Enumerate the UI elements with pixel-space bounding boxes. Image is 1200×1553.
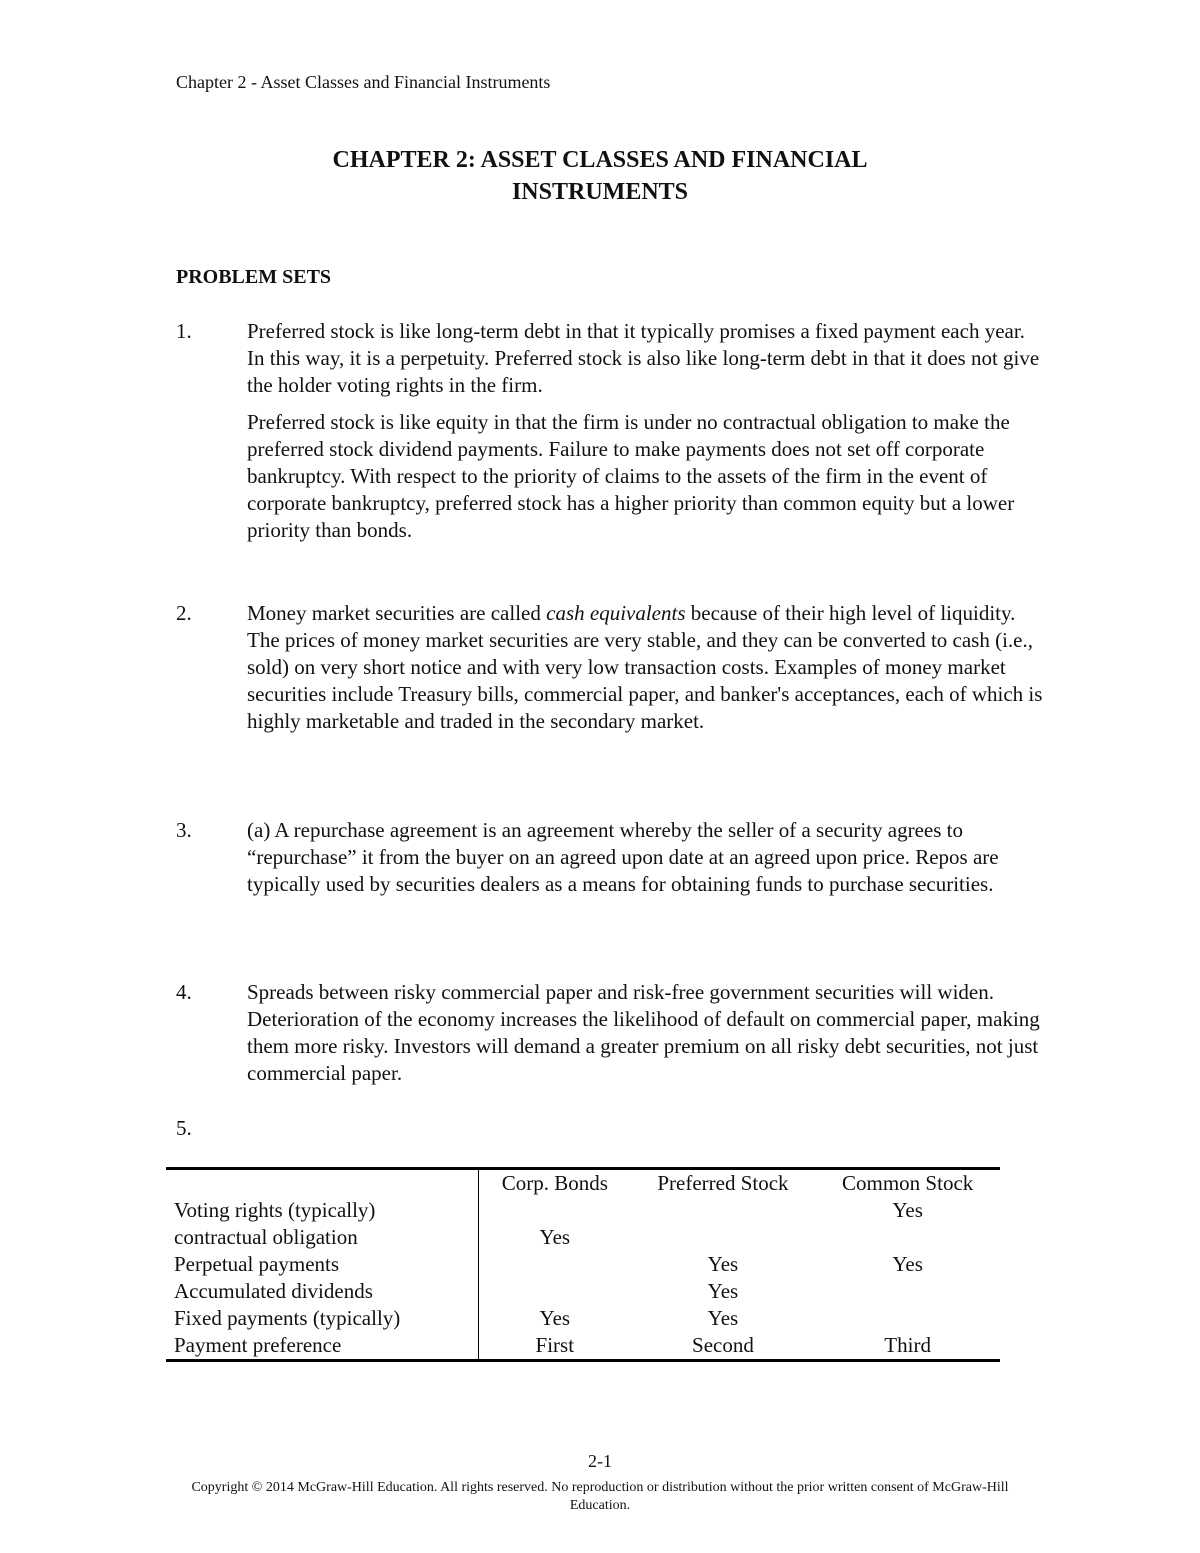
problem-number: 5. xyxy=(176,1116,192,1140)
problem-body xyxy=(247,318,1047,544)
problem-2 xyxy=(176,600,1056,735)
page-footer xyxy=(0,1449,1200,1515)
table-cell: Yes xyxy=(539,1225,571,1249)
table-cell: First xyxy=(535,1333,575,1357)
problem-number: 1. xyxy=(176,319,192,343)
problem-paragraph xyxy=(247,600,1047,735)
problem-1 xyxy=(176,318,1056,544)
table-row-label: Voting rights (typically) xyxy=(166,1197,479,1224)
problem-body xyxy=(247,817,1047,898)
table-cell xyxy=(815,1278,1000,1305)
table-cell xyxy=(815,1305,1000,1332)
problem-number: 2. xyxy=(176,601,192,625)
table-cell xyxy=(631,1197,816,1224)
running-header: Chapter 2 - Asset Classes and Financial Instruments xyxy=(176,72,551,92)
comparison-table xyxy=(166,1167,1000,1362)
table-row-label: contractual obligation xyxy=(166,1224,479,1251)
table-row xyxy=(166,1224,1000,1251)
chapter-title-line-2: INSTRUMENTS xyxy=(511,179,689,205)
table-header-cell: Common Stock xyxy=(842,1171,974,1195)
table-row xyxy=(166,1332,1000,1361)
table-row-label: Payment preference xyxy=(166,1332,479,1361)
table-header-cell xyxy=(166,1169,479,1198)
problem-3 xyxy=(176,817,1056,898)
page-number: 2-1 xyxy=(588,1451,612,1471)
table-row-label: Perpetual payments xyxy=(166,1251,479,1278)
problem-paragraph: Spreads between risky commercial paper and risk-free government securities will widen. Deterioration of the economy increases the likelihood of default on commercial paper, making them more risky. Investors will demand a greater premium on all risky debt securities, not just commercial paper. xyxy=(247,980,1040,1085)
italic-term: cash equivalents xyxy=(546,601,686,625)
table-row xyxy=(166,1197,1000,1224)
table-cell xyxy=(631,1224,816,1251)
problem-paragraph: (a) A repurchase agreement is an agreement whereby the seller of a security agrees to “repurchase” it from the buyer on an agreed upon date at an agreed upon price. Repos are typically used by securities dealers as a means for obtaining funds to purchase securities. xyxy=(247,818,999,896)
table-cell: Yes xyxy=(892,1252,923,1276)
text-run: because of their high level of liquidity. The prices of money market securities are very stable, and they can be converted to cash (i.e., sold) on very short notice and with very low transaction costs. Examples of money market securities include Treasury bills, commercial paper, and banker's acceptances, each of which is highly marketable and traded in the secondary market. xyxy=(247,601,1043,733)
copyright-notice: Copyright © 2014 McGraw-Hill Education. All rights reserved. No reproduction or distribution without the prior written consent of McGraw-Hill Education. xyxy=(191,1480,1009,1513)
table-header-row xyxy=(166,1169,1000,1198)
table-row-label: Accumulated dividends xyxy=(166,1278,479,1305)
problem-body xyxy=(247,600,1047,735)
problem-body xyxy=(247,979,1047,1087)
table-cell: Yes xyxy=(707,1279,739,1303)
table-cell: Yes xyxy=(707,1306,739,1330)
table-cell: Yes xyxy=(707,1252,739,1276)
section-heading: PROBLEM SETS xyxy=(176,266,332,288)
text-run: Money market securities are called xyxy=(247,601,547,625)
table-cell xyxy=(479,1251,631,1278)
table-row xyxy=(166,1251,1000,1278)
table-header-cell: Preferred Stock xyxy=(657,1171,789,1195)
table-header-cell: Corp. Bonds xyxy=(501,1171,608,1195)
table-cell: Yes xyxy=(539,1306,571,1330)
problem-4 xyxy=(176,979,1056,1087)
chapter-title xyxy=(0,144,1200,208)
table-row xyxy=(166,1305,1000,1332)
problem-number: 4. xyxy=(176,980,192,1004)
problem-number: 3. xyxy=(176,818,192,842)
table-row xyxy=(166,1278,1000,1305)
problem-paragraph: Preferred stock is like equity in that the firm is under no contractual obligation to make the preferred stock dividend payments. Failure to make payments does not set off corporate bankruptcy. With respect to the priority of claims to the assets of the firm in the event of corporate bankruptcy, preferred stock has a higher priority than common equity but a lower priority than bonds. xyxy=(247,410,1015,542)
table-cell xyxy=(479,1197,631,1224)
chapter-title-line-1: CHAPTER 2: ASSET CLASSES AND FINANCIAL xyxy=(332,147,868,173)
table-cell: Yes xyxy=(892,1198,923,1222)
table-cell: Third xyxy=(884,1333,931,1357)
problem-paragraph: Preferred stock is like long-term debt in that it typically promises a fixed payment each year. In this way, it is a perpetuity. Preferred stock is also like long-term debt in that it does not give the holder voting rights in the firm. xyxy=(247,319,1040,397)
table-cell xyxy=(815,1224,1000,1251)
table-cell xyxy=(479,1278,631,1305)
table-cell: Second xyxy=(692,1333,754,1357)
table-row-label: Fixed payments (typically) xyxy=(166,1305,479,1332)
